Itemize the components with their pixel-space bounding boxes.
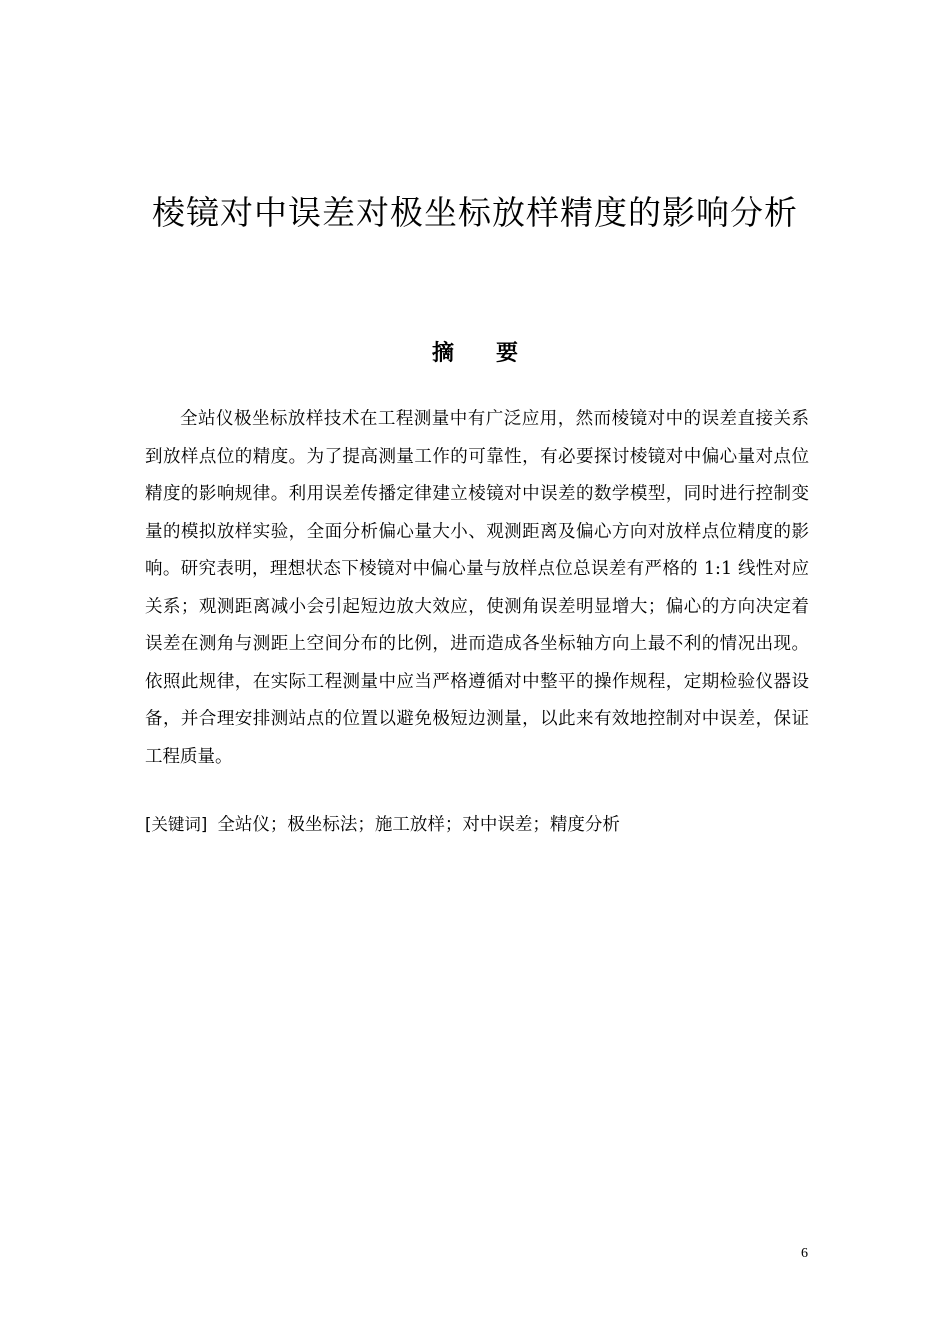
abstract-heading: [145, 336, 805, 372]
abstract-heading-char-1: 摘: [431, 341, 454, 366]
page-number: 6: [801, 1246, 808, 1261]
document-title: 棱镜对中误差对极坐标放样精度的影响分析: [152, 193, 798, 232]
abstract-body: 全站仪极坐标放样技术在工程测量中有广泛应用，然而棱镜对中的误差直接关系到放样点位的精度。为了提高测量工作的可靠性，有必要探讨棱镜对中偏心量对点位精度的影响规律。利用误差传播定律建立棱镜对中误差的数学模型，同时进行控制变量的模拟放样实验，全面分析偏心量大小、观测距离及偏心方向对放样点位精度的影响。研究表明，理想状态下棱镜对中偏心量与放样点位总误差有严格的 1:1 线性对应关系；观测距离减小会引起短边放大效应，使测角误差明显增大；偏心的方向决定着误差在测角与测距上空间分布的比例，进而造成各坐标轴方向上最不利的情况出现。依照此规律，在实际工程测量中应当严格遵循对中整平的操作规程，定期检验仪器设备，并合理安排测站点的位置以避免极短边测量，以此来有效地控制对中误差，保证工程质量。: [145, 409, 809, 767]
keywords-label: [关键词]: [145, 815, 208, 834]
keywords-text: 全站仪；极坐标法；施工放样；对中误差；精度分析: [217, 815, 620, 835]
keywords-line: [145, 810, 809, 840]
abstract-heading-char-2: 要: [496, 341, 519, 366]
